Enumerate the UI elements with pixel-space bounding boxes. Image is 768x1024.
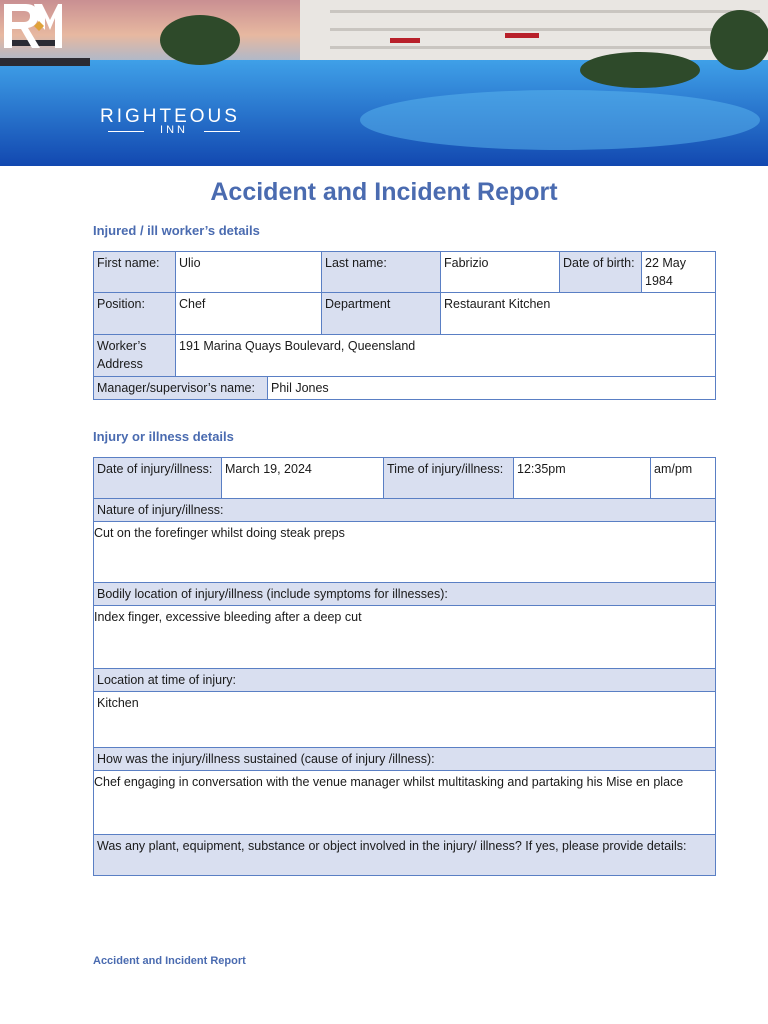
location-field[interactable]: Kitchen: [94, 692, 716, 748]
cause-label: How was the injury/illness sustained (cause of injury /illness):: [94, 748, 716, 771]
address-field[interactable]: 191 Marina Quays Boulevard, Queensland: [176, 335, 716, 377]
last-name-field[interactable]: Fabrizio: [441, 252, 560, 293]
equipment-label: Was any plant, equipment, substance or object involved in the injury/ illness? If yes, please provide details:: [94, 835, 716, 876]
page-footer: Accident and Incident Report: [93, 955, 246, 967]
dob-field[interactable]: 22 May 1984: [642, 252, 716, 293]
righteous-inn-logo: [0, 0, 62, 54]
injury-time-label: Time of injury/illness:: [384, 458, 514, 499]
department-field[interactable]: Restaurant Kitchen: [441, 293, 716, 335]
nature-field[interactable]: Cut on the forefinger whilst doing steak preps: [94, 522, 716, 583]
bodily-location-field[interactable]: Index finger, excessive bleeding after a deep cut: [94, 606, 716, 669]
position-label: Position:: [94, 293, 176, 335]
resort-pool-image: [0, 0, 768, 166]
logo-wordmark: RIGHTEOUS: [100, 106, 240, 127]
manager-field[interactable]: Phil Jones: [268, 377, 716, 400]
injury-details-table: [93, 457, 716, 876]
last-name-label: Last name:: [322, 252, 441, 293]
cause-field[interactable]: Chef engaging in conversation with the venue manager whilst multitasking and partaking his Mise en place: [94, 771, 716, 835]
manager-label: Manager/supervisor’s name:: [94, 377, 268, 400]
department-label: Department: [322, 293, 441, 335]
injury-date-field[interactable]: March 19, 2024: [222, 458, 384, 499]
first-name-field[interactable]: Ulio: [176, 252, 322, 293]
injury-date-label: Date of injury/illness:: [94, 458, 222, 499]
header-banner: [0, 0, 768, 166]
injury-time-field[interactable]: 12:35pm: [514, 458, 651, 499]
dob-label: Date of birth:: [560, 252, 642, 293]
location-label: Location at time of injury:: [94, 669, 716, 692]
manager-table: [93, 376, 716, 400]
nature-label: Nature of injury/illness:: [94, 499, 716, 522]
address-label: Worker’s Address: [94, 335, 176, 377]
position-field[interactable]: Chef: [176, 293, 322, 335]
logo-subtitle: INN: [108, 124, 240, 136]
ampm-field[interactable]: am/pm: [651, 458, 716, 499]
bodily-location-label: Bodily location of injury/illness (include symptoms for illnesses):: [94, 583, 716, 606]
page-title: Accident and Incident Report: [210, 178, 558, 206]
injury-section-heading: Injury or illness details: [93, 429, 234, 444]
first-name-label: First name:: [94, 252, 176, 293]
worker-details-table: [93, 251, 716, 377]
worker-section-heading: Injured / ill worker’s details: [93, 223, 260, 238]
